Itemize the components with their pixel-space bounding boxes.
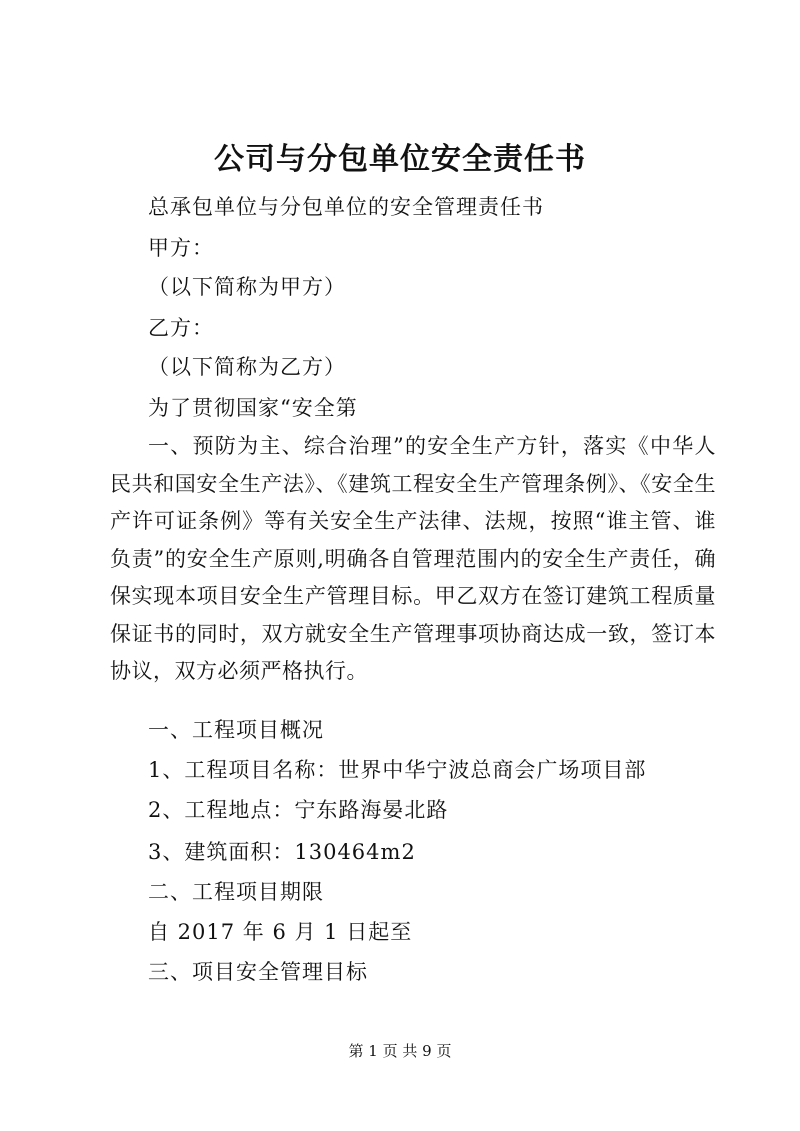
page-number: 第 1 页 共 9 页 (348, 1042, 452, 1060)
project-name-line: 1、工程项目名称：世界中华宁波总商会广场项目部 (148, 758, 647, 782)
section-3-heading: 三、项目安全管理目标 (148, 960, 368, 984)
intro-line: 为了贯彻国家“安全第 (148, 396, 358, 420)
body-paragraph: 一、预防为主、综合治理”的安全生产方针，落实《中华人民共和国安全生产法》、《建筑工程安全生产管理条例》、《安全生产许可证条例》等有关安全生产法律、法规，按照“谁主管、谁负责”的安全生产原则,明确各自管理范围内的安全生产责任，确保实现本项目安全生产管理目标。甲乙双方在签订建筑工程质量保证书的同时，双方就安全生产管理事项协商达成一致，签订本协议，双方必须严格执行。 (110, 434, 716, 683)
party-b-note: （以下简称为乙方） (148, 355, 346, 379)
party-a-note: （以下简称为甲方） (148, 275, 346, 299)
section-1-heading: 一、工程项目概况 (148, 718, 324, 742)
section-2-heading: 二、工程项目期限 (148, 880, 324, 904)
subtitle-line: 总承包单位与分包单位的安全管理责任书 (148, 195, 544, 219)
party-a-label: 甲方： (148, 236, 214, 260)
building-area-line: 3、建筑面积：130464m2 (148, 840, 416, 864)
document-title: 公司与分包单位安全责任书 (214, 142, 586, 177)
project-location-line: 2、工程地点：宁东路海晏北路 (148, 798, 449, 822)
period-line: 自 2017 年 6 月 1 日起至 (148, 920, 413, 944)
party-b-label: 乙方： (148, 316, 214, 340)
